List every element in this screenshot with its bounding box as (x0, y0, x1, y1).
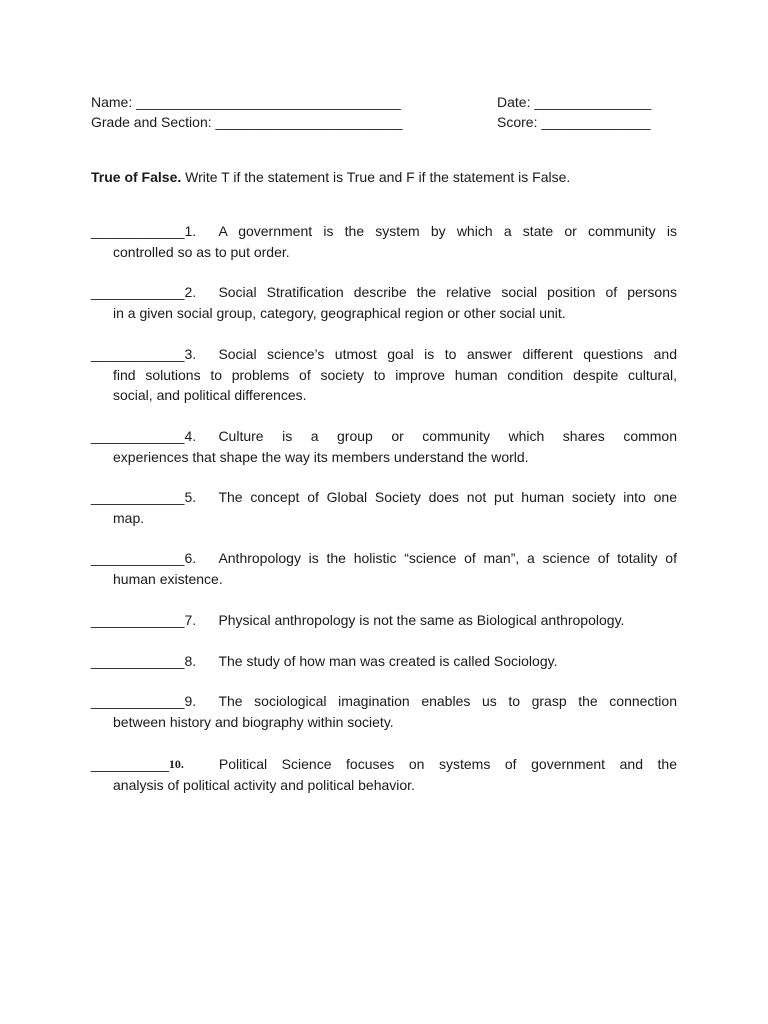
score-field (497, 112, 650, 132)
date-blank: _______________ (534, 94, 652, 110)
question-text-continued: in a given social group, category, geographical region or other social unit. (113, 304, 566, 321)
name-label: Name: (91, 94, 137, 110)
answer-blank: ____________ (91, 612, 185, 628)
answer-blank: ____________ (91, 489, 185, 505)
question-number: 8. (184, 653, 197, 669)
question-item (91, 344, 677, 406)
answer-blank: ____________ (91, 693, 185, 709)
question-number: 5. (184, 489, 197, 505)
question-text: Culture is a group or community which shares common (218, 428, 677, 444)
answer-blank: ____________ (91, 550, 185, 566)
question-number: 4. (184, 428, 197, 444)
question-text-continued: controlled so as to put order. (113, 243, 290, 260)
question-text: Political Science focuses on systems of government and the (218, 756, 677, 772)
question-text: The study of how man was created is called Sociology. (218, 653, 558, 669)
answer-blank: ____________ (91, 428, 185, 444)
answer-blank: __________ (91, 756, 169, 772)
question-number: 10. (168, 757, 184, 771)
score-label: Score: (497, 114, 542, 130)
instructions (91, 167, 570, 187)
question-item (91, 691, 677, 732)
grade-section-field (91, 112, 402, 132)
question-item (91, 548, 677, 589)
question-text-continued: social, and political differences. (113, 387, 307, 403)
question-number: 9. (184, 693, 197, 709)
question-number: 1. (184, 223, 197, 239)
question-text: Social Stratification describe the relative social position of persons (218, 284, 677, 300)
question-text-continued: analysis of political activity and political behavior. (113, 776, 415, 793)
instructions-text: Write T if the statement is True and F if the statement is False. (181, 169, 571, 185)
score-blank: ______________ (541, 114, 651, 130)
answer-blank: ____________ (91, 346, 185, 362)
name-field (91, 92, 401, 112)
answer-blank: ____________ (91, 284, 185, 300)
question-text-continued: human existence. (113, 570, 223, 587)
question-item (91, 426, 677, 467)
grade-section-blank: ________________________ (215, 114, 403, 130)
question-item (91, 282, 677, 323)
question-item (91, 754, 677, 795)
date-field (497, 92, 651, 112)
question-text: Social science’s utmost goal is to answer different questions and (218, 346, 677, 362)
date-label: Date: (497, 94, 535, 110)
grade-section-label: Grade and Section: (91, 114, 216, 130)
question-item (91, 610, 677, 631)
answer-blank: ____________ (91, 653, 185, 669)
instructions-title: True of False. (91, 169, 182, 185)
question-number: 7. (184, 612, 197, 628)
question-text: Physical anthropology is not the same as Biological anthropology. (218, 612, 625, 628)
question-number: 6. (184, 550, 197, 566)
question-item (91, 221, 677, 262)
question-item (91, 487, 677, 528)
question-number: 3. (184, 346, 197, 362)
name-blank: __________________________________ (136, 94, 401, 110)
question-text-continued: find solutions to problems of society to improve human condition despite cultural, (113, 366, 677, 383)
question-text: Anthropology is the holistic “science of man”, a science of totality of (218, 550, 677, 566)
question-text: A government is the system by which a state or community is (218, 223, 677, 239)
question-text-continued: map. (113, 509, 145, 526)
question-text-continued: experiences that shape the way its members understand the world. (113, 448, 529, 465)
answer-blank: ____________ (91, 223, 185, 239)
question-number: 2. (184, 284, 197, 300)
question-text: The concept of Global Society does not put human society into one (218, 489, 677, 505)
question-text: The sociological imagination enables us to grasp the connection (218, 693, 677, 709)
question-item (91, 651, 677, 672)
question-text-continued: between history and biography within society. (113, 713, 394, 730)
